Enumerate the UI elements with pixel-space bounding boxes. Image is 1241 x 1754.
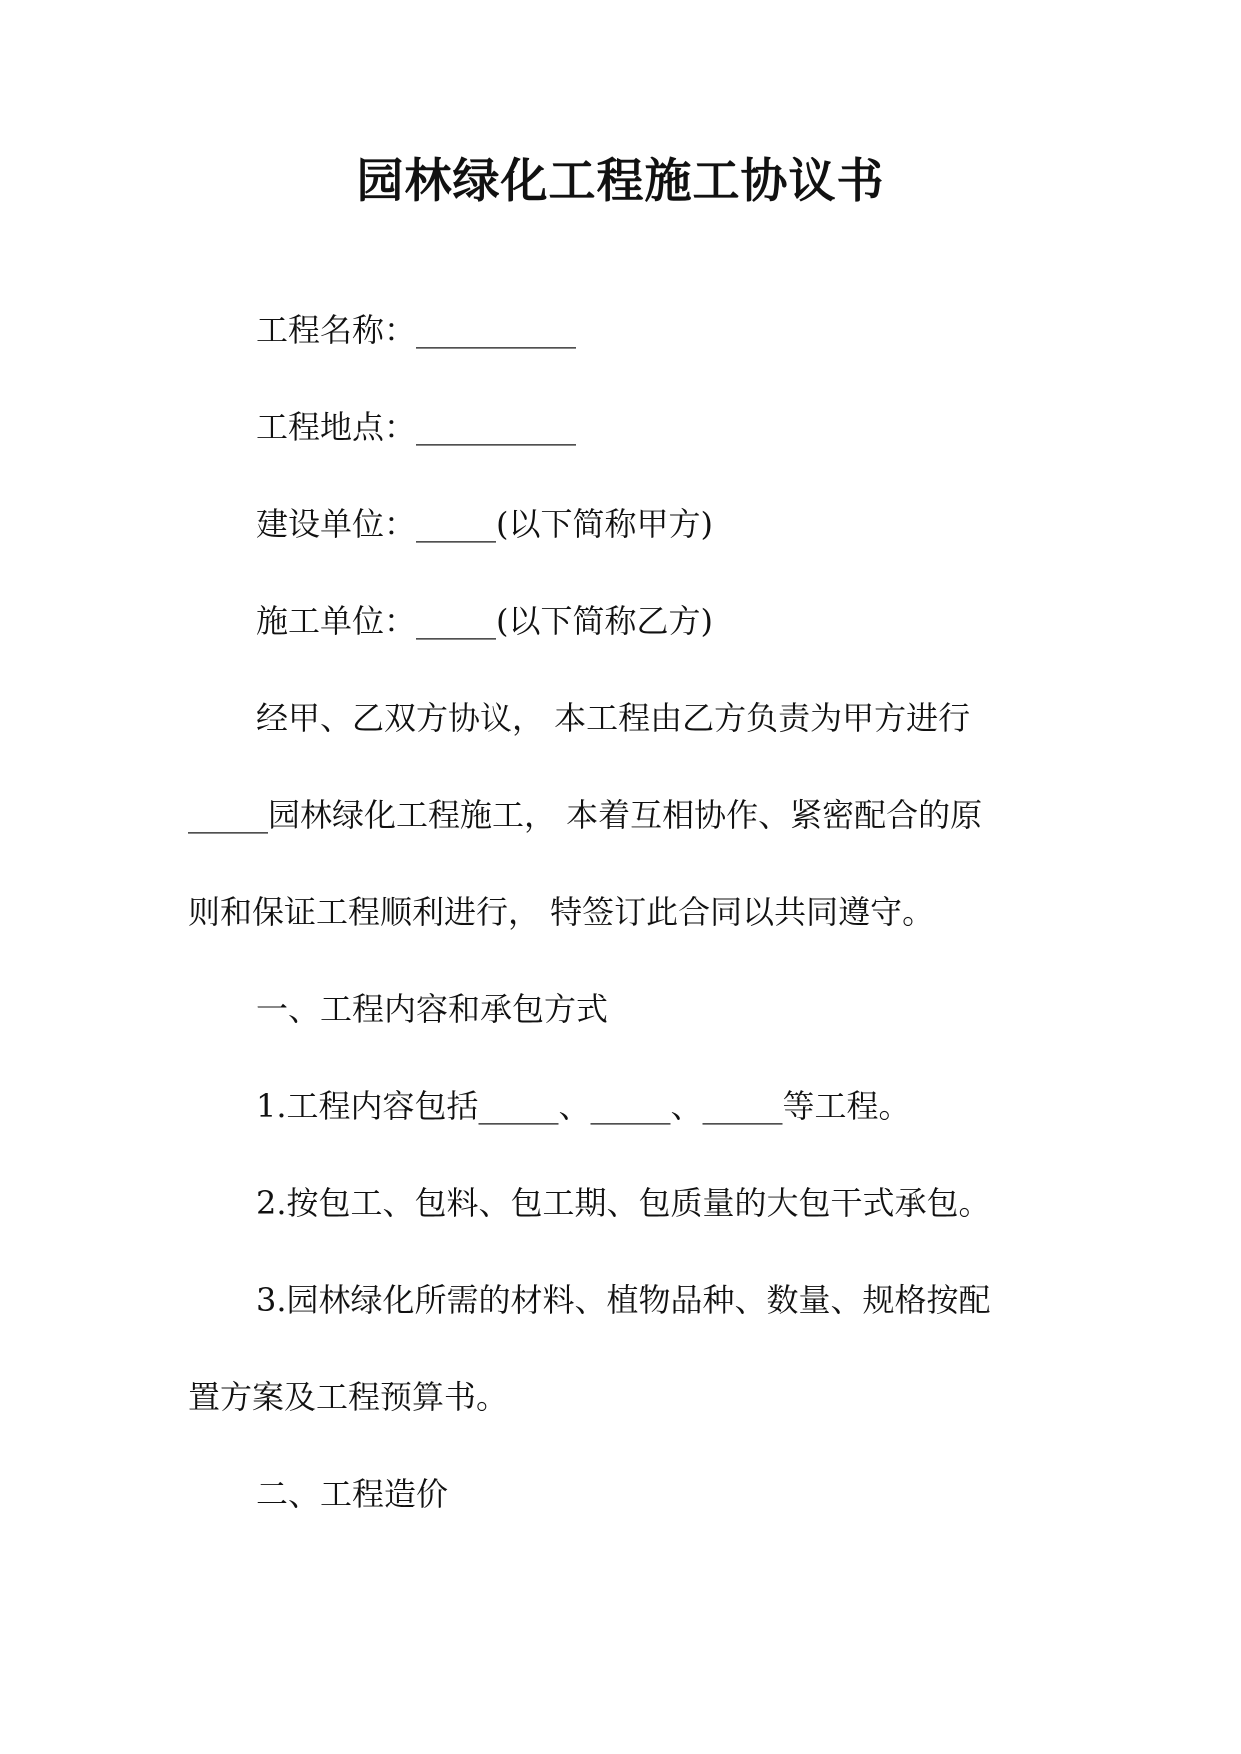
intro-paragraph-line-2: _____园林绿化工程施工， 本着互相协作、紧密配合的原 — [188, 796, 983, 834]
clause-1-2: 2.按包工、包料、包工期、包质量的大包干式承包。 — [256, 1184, 991, 1222]
field-project-location: 工程地点：__________ — [256, 408, 577, 446]
clause-1-3-line-1: 3.园林绿化所需的材料、植物品种、数量、规格按配 — [256, 1281, 991, 1319]
field-contractor-unit: 施工单位：_____(以下简称乙方) — [256, 602, 713, 640]
clause-1-1: 1.工程内容包括_____、_____、_____等工程。 — [256, 1087, 911, 1125]
section-heading-1: 一、工程内容和承包方式 — [256, 990, 609, 1028]
intro-paragraph-line-3: 则和保证工程顺利进行， 特签订此合同以共同遵守。 — [188, 893, 935, 931]
document-title: 园林绿化工程施工协议书 — [356, 154, 885, 209]
section-heading-2: 二、工程造价 — [256, 1475, 449, 1513]
intro-paragraph-line-1: 经甲、乙双方协议， 本工程由乙方负责为甲方进行 — [256, 699, 971, 737]
field-owner-unit: 建设单位：_____(以下简称甲方) — [256, 505, 713, 543]
field-project-name: 工程名称：__________ — [256, 311, 577, 349]
clause-1-3-line-2: 置方案及工程预算书。 — [188, 1378, 509, 1416]
